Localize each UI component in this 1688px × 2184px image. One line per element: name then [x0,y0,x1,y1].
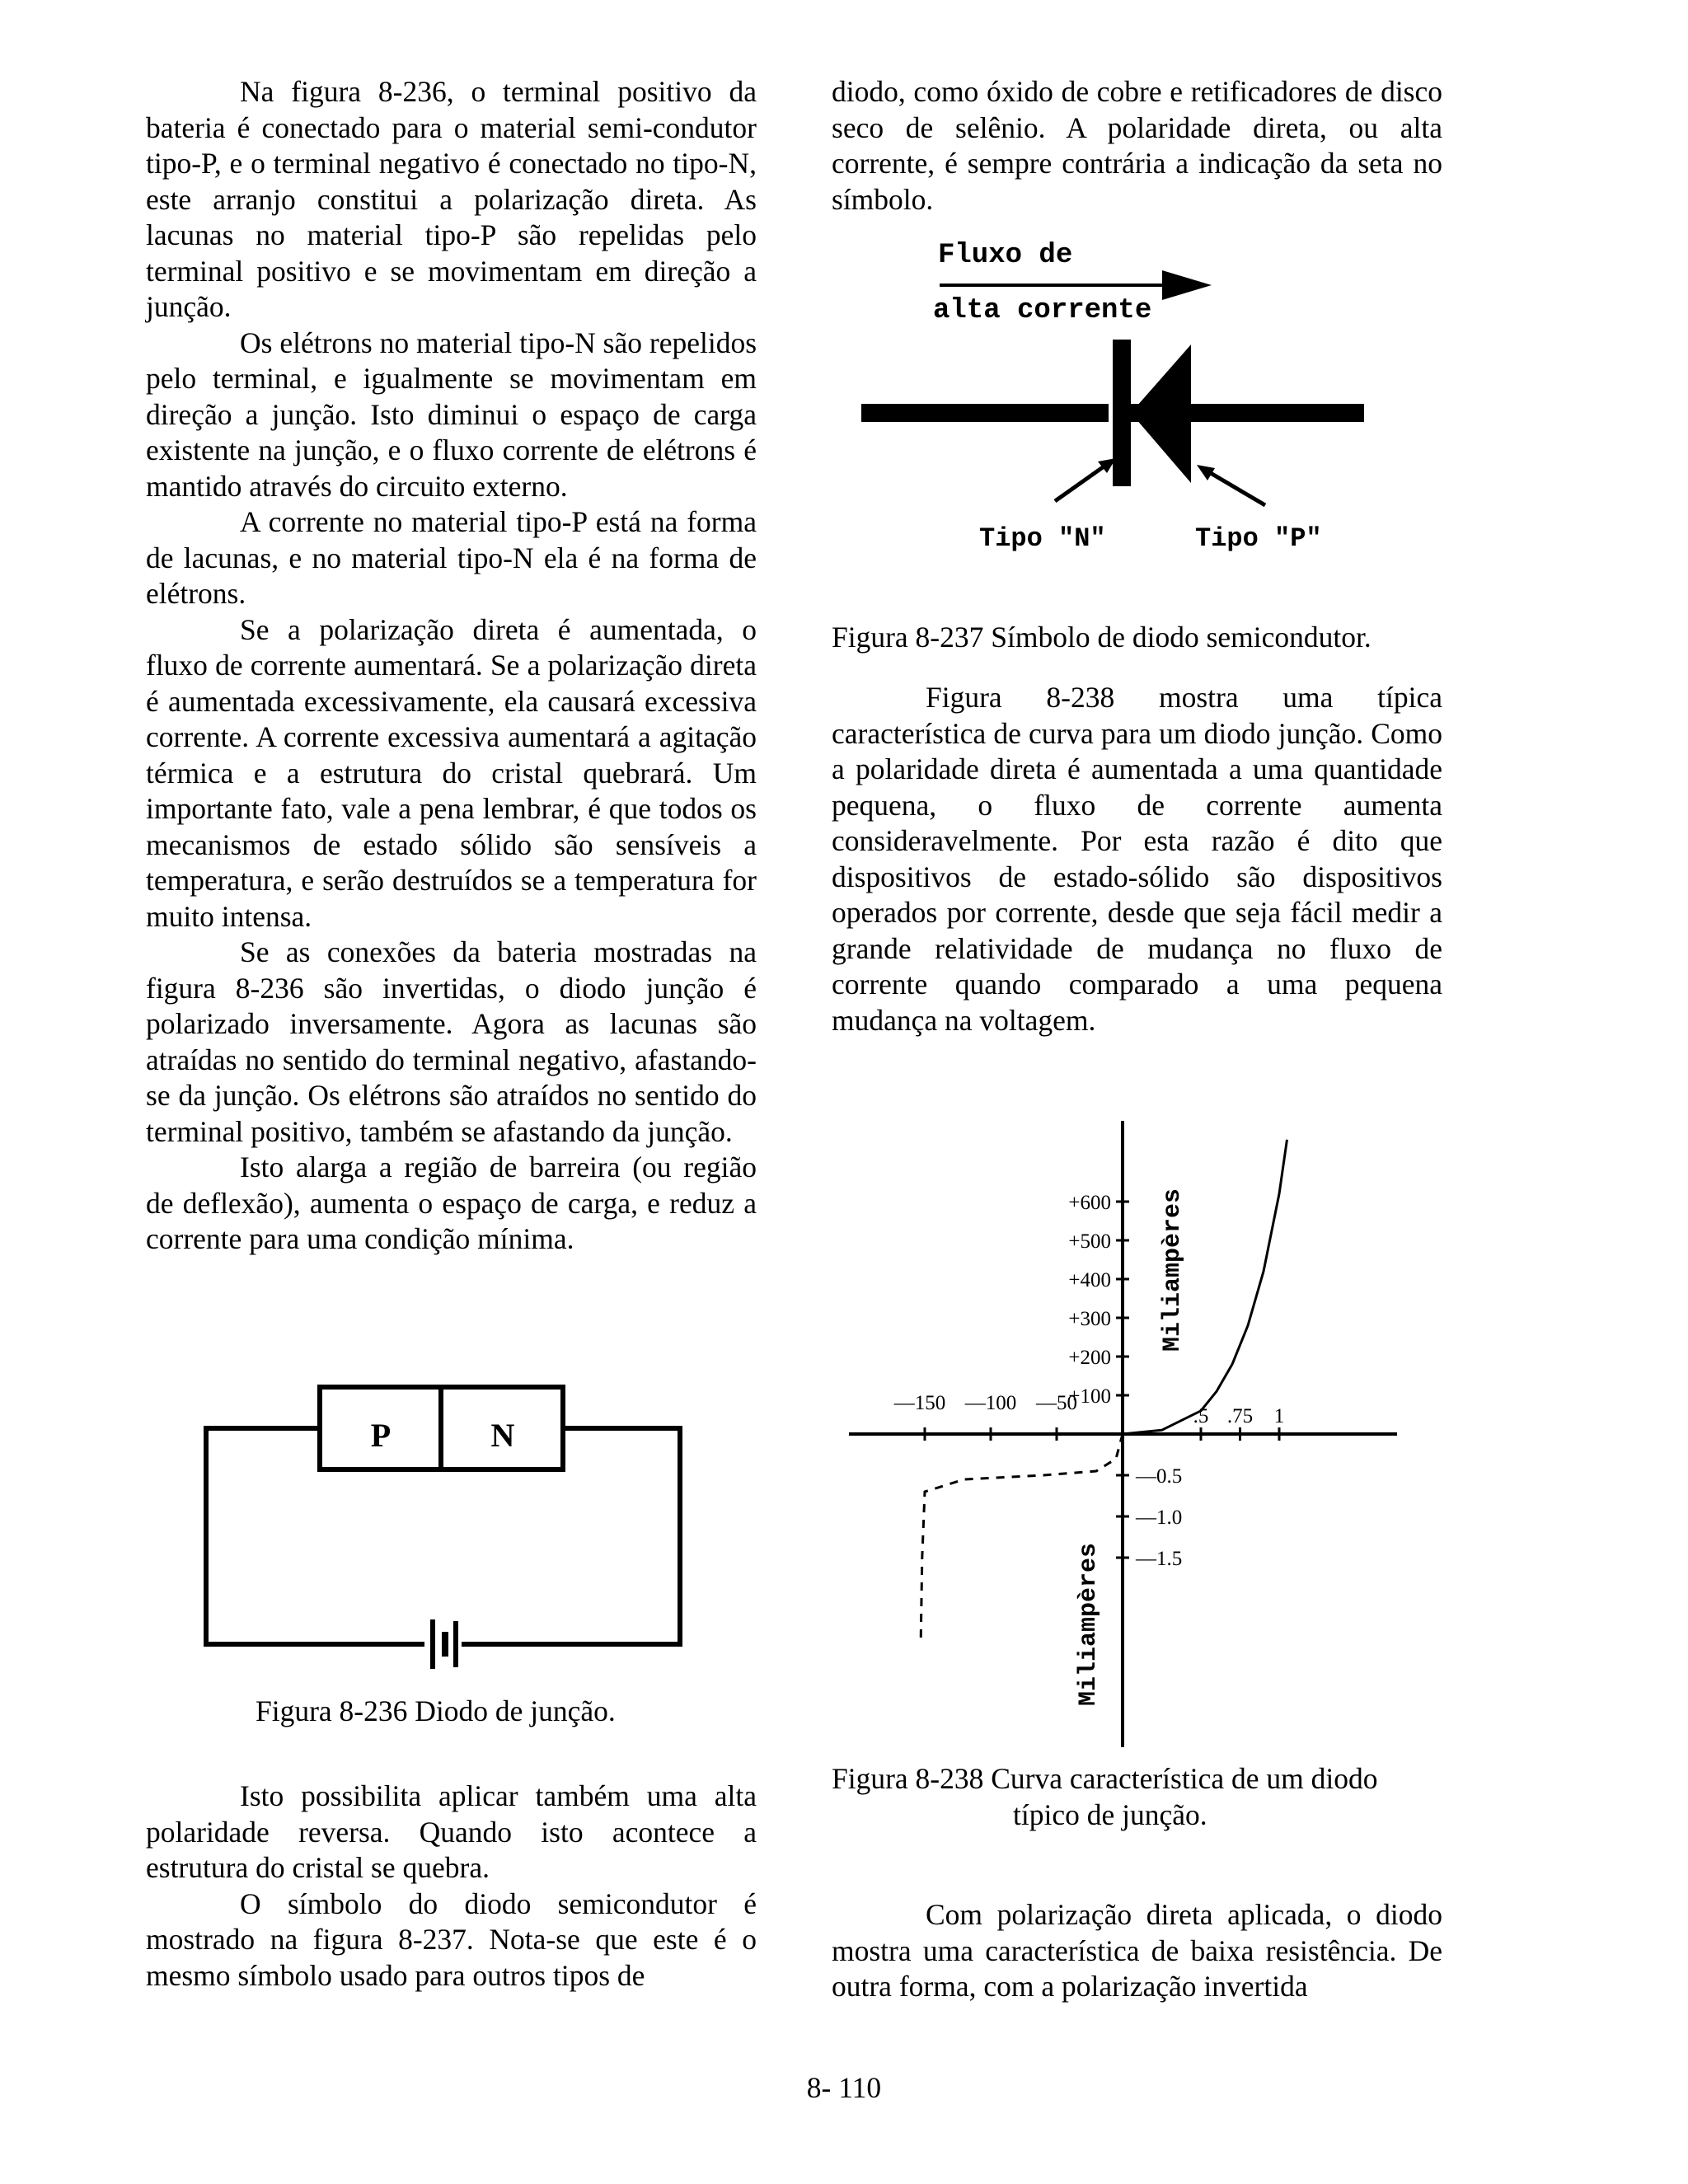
pointer-n [1055,463,1109,501]
paragraph: O símbolo do diodo semicondutor é mostrado na figura 8-237. Nota-se que este é o mesmo símbolo usado para outros tipos de [146,1886,757,1992]
pointer-p [1205,470,1265,505]
paragraph: Se a polarização direta é aumentada, o fluxo de corrente aumentará. Se a polarização direta é aumentada excessivamente, ela causará excessiva corrente. A corrente excessiva aumentará a agitação térmica e a estrutura do cristal quebrará. Um importante fato, vale a pena lembrar, é que todos os mecanismos de estado sólido são sensíveis a temperatura, e serão destruídos se a temperatura for muito intensa. [146,612,757,933]
y-label-reverse: Miliampères [1075,1542,1103,1706]
wire-right [462,1428,680,1644]
label-tipo-p: Tipo "P" [1195,523,1322,552]
paragraph: Se as conexões da bateria mostradas na figura 8-236 são invertidas, o diodo junção é polarizado inversamente. Agora as lacunas são atraídas no sentido do terminal negativo, afastando-se da junção. Os elétrons são atraídos no sentido do terminal positivo, também se afastando da junção. [146,935,757,1148]
figure-237-diode-symbol [857,231,1385,552]
junction-diode-diagram [198,1380,692,1677]
figure-236-junction-diode [198,1380,692,1677]
wire-left [206,1428,424,1644]
paragraph: A corrente no material tipo-P está na forma de lacunas, e no material tipo-N ela é na forma de elétrons. [146,505,757,610]
paragraph: Isto alarga a região de barreira (ou região de deflexão), aumenta o espaço de carga, e reduz a corrente para uma condição mínima. [146,1151,757,1255]
y-tick-label: +300 [1068,1308,1111,1330]
figure-238-caption-line2: típico de junção. [1013,1797,1207,1831]
x-tick-label: —100 [964,1392,1017,1414]
figure-238-characteristic-curve [824,1096,1418,1764]
x-tick-label: .75 [1226,1405,1254,1427]
flow-label-line2: alta corrente [933,295,1152,326]
y-label-forward: Miliampères [1159,1188,1187,1352]
figure-238-caption [832,1761,1442,1833]
y-tick-label: —1.0 [1136,1507,1183,1529]
y-tick-label: +200 [1068,1347,1111,1369]
y-tick-label: +400 [1068,1269,1111,1291]
cathode-bar [1113,340,1131,486]
diode-symbol-diagram [857,231,1385,552]
anode-triangle [1131,344,1191,483]
y-tick-label: +600 [1068,1192,1111,1214]
pointer-p-head-icon [1197,465,1215,480]
flow-label-line1: Fluxo de [938,240,1073,271]
left-column-bottom [146,1779,757,1994]
y-tick-label: +100 [1068,1385,1111,1408]
y-tick-label: —0.5 [1136,1465,1183,1488]
page-number: 8- 110 [806,2071,882,2104]
flow-arrow-head-icon [1162,270,1212,300]
y-tick-label: +500 [1068,1230,1111,1253]
y-tick-label: —1.5 [1136,1548,1183,1570]
wire-left [861,404,1109,422]
right-column-middle [832,680,1442,1038]
paragraph: Na figura 8-236, o terminal positivo da bateria é conectado para o material semi-condutor tipo-P, e o terminal negativo é conectado no tipo-N, este arranjo constitui a polarização direta. As lacunas no material tipo-P são repelidas pelo terminal positivo e se movimentam em direção a junção. [146,75,757,323]
figure-238-caption-line1: Figura 8-238 Curva característica de um diodo [832,1762,1378,1795]
paragraph: diodo, como óxido de cobre e retificadores de disco seco de selênio. A polaridade direta, ou alta corrente, é sempre contrária a indicação da seta no símbolo. [832,75,1442,216]
right-column [832,74,1442,218]
paragraph: Figura 8-238 mostra uma típica característica de curva para um diodo junção. Como a polaridade direta é aumentada a uma quantidade pequena, o fluxo de corrente aumenta consideravelmente. Por esta razão é dito que dispositivos de estado-sólido são dispositivos operados por corrente, desde que seja fácil medir a grande relatividade de mudança no fluxo de corrente quando comparado a uma pequena mudança na voltagem. [832,681,1442,1037]
paragraph: Isto possibilita aplicar também uma alta polaridade reversa. Quando isto acontece a estrutura do cristal se quebra. [146,1779,757,1884]
x-tick-label: .5 [1193,1405,1209,1427]
left-column [146,74,757,1258]
label-p: P [370,1417,392,1454]
right-column-bottom [832,1897,1442,2005]
forward-curve [1123,1140,1287,1434]
x-tick-label: —150 [893,1392,946,1414]
tick-group [893,1192,1285,1570]
paragraph: Com polarização direta aplicada, o diodo mostra uma característica de baixa resistência. De outra forma, com a polarização invertida [832,1898,1442,2003]
figure-237-caption: Figura 8-237 Símbolo de diodo semicondutor. [832,621,1372,654]
characteristic-curve-chart [824,1096,1418,1764]
label-tipo-n: Tipo "N" [979,523,1106,552]
x-tick-label: 1 [1273,1405,1285,1427]
figure-236-caption: Figura 8-236 Diodo de junção. [256,1694,616,1727]
x-tick-label: —50 [1036,1392,1077,1414]
label-n: N [490,1417,515,1454]
paragraph: Os elétrons no material tipo-N são repelidos pelo terminal, e igualmente se movimentam em direção a junção. Isto diminui o espaço de carga existente na junção, e o fluxo corrente de elétrons é mantido através do circuito externo. [146,326,757,503]
